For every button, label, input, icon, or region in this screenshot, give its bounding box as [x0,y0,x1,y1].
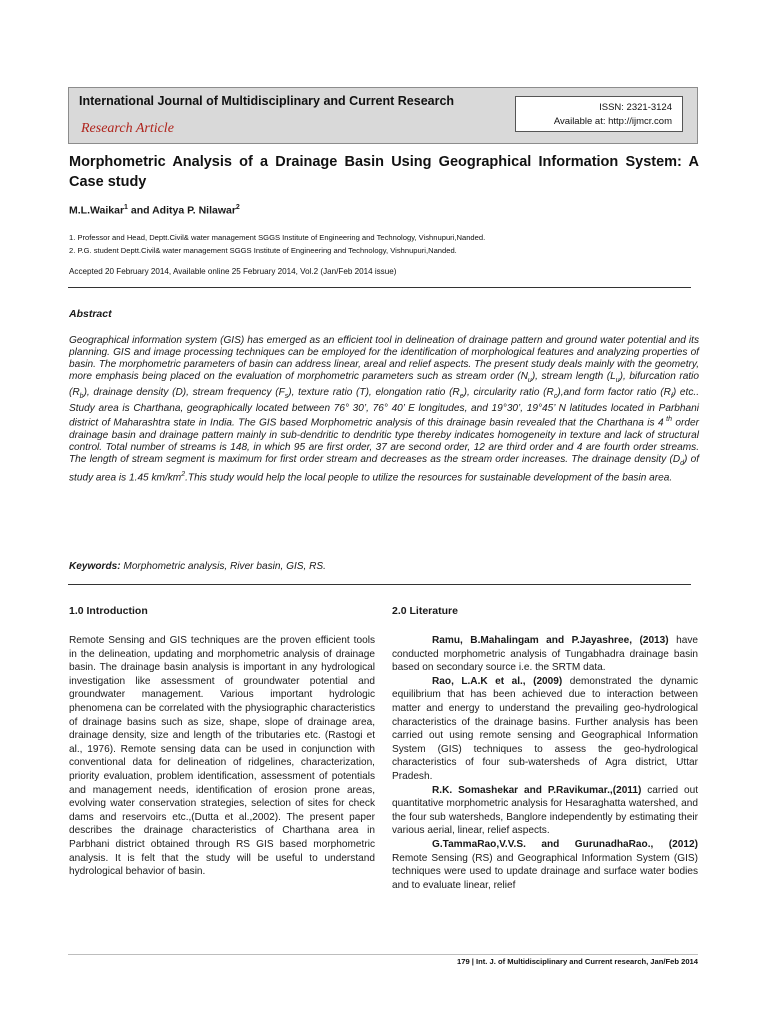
literature-heading: 2.0 Literature [392,605,458,617]
journal-header [68,87,698,144]
abstract-body: Geographical information system (GIS) has emerged as an efficient tool in delineation of drainage pattern and ground water potential and its planning. GIS and image processing techniques can be employed for the identification of morphological features and analyzing properties of basin. The morphometric parameters of basin can address linear, areal and relief aspects. The present study deals mainly with the geometry, more emphasis being placed on the evaluation of morphometric parameters such as stream order $(N_u)$, stream length $(L_u)$, bifurcation ratio $(R_b)$, drainage density (D), stream frequency $(F_s)$, texture ratio (T), elongation ratio $(R_e)$, circularity ratio $(R_c),and$ form factor ratio $(R_f)$ etc.. Study area is Charthana, geographically located between 76° 30’, 76° 40’ E longitudes, and 19°30’, 19°45’ N latitudes located in Parbhani district of Maharashtra state in India. The GIS based Morphometric analysis of this drainage basin revealed that the Charthana is 4 $^{th}$ order drainage basin and drainage pattern mainly in sub-dendritic to dendritic type thereby indicates homogeneity in texture and lack of structural control. Total number of streams is 148, in which 95 are first order, 37 are second order, 12 are third order and 4 are fourth order streams. The length of stream segment is maximum for first order stream and decreases as the stream order increases. The drainage density $(D_d)$ of study area is 1.45 $km/km^2.This$ study would help the local people to utilize the resources for sustainable development of the basin area. [69,335,700,484]
top-divider [68,287,691,288]
author-joiner: and [127,204,153,217]
article-type-label: Research Article [81,121,174,136]
publication-dates: Accepted 20 February 2014, Available online 25 February 2014, Vol.2 (Jan/Feb 2014 issue) [69,267,397,276]
literature-reference: G.TammaRao,V.V.S. and GurunadhaRao., (2012) Remote Sensing (RS) and Geographical Information System (GIS) techniques were used to update drainage and surface water bodies and to evaluate linear, relief [392,838,698,891]
keywords-line [69,561,699,572]
introduction-heading: 1.0 Introduction [69,605,148,617]
issn-box [515,96,683,132]
literature-reference: Ramu, B.Mahalingam and P.Jayashree, (2013) have conducted morphometric analysis of Tungabhadra drainage basin based on secondary source i.e. the SRTM data. [392,635,698,674]
introduction-paragraph: Remote Sensing and GIS techniques are the proven efficient tools in the delineation, updating and morphometric analysis of drainage basin. The drainage basin analysis is important in any hydrological investigation like assessment of groundwater potential and groundwater management. Various important hydrologic phenomena can be correlated with the physiographic characteristics of drainage basins such as size, shape, slope of drainage area, drainage density, size and length of the tributaries etc. (Rastogi et al., 1976). Remote sensing data can be used in conjunction with conventional data for delineation of ridgelines, characterization, priority evaluation, problem identification, assessment of potentials and management needs, identification of erosion prone areas, evolving water conservation strategies, selection of sites for check dams and reservoirs etc.,(Dutta et al.,2002). The present paper describes the drainage characteristics of Charthana area in Parbhani district obtained through RS GIS based morphometric analysis. It is felt that the study will be useful to understand hydrological behavior of basin. [69,635,375,878]
author-2-mark: 2 [235,204,240,211]
issn-number: ISSN: 2321-3124 [599,102,672,113]
introduction-column [69,634,375,879]
journal-url[interactable]: Available at: http://ijmcr.com [553,116,672,127]
keywords-label: Keywords: [69,561,121,572]
affiliation-1: 1. Professor and Head, Deptt.Civil& water management SGGS Institute of Engineering and Technology, Vishnupuri,Nanded. [69,233,486,242]
affiliation-2: 2. P.G. student Deptt.Civil& water management SGGS Institute of Engineering and Technology, Vishnupuri,Nanded. [69,246,457,255]
literature-reference: R.K. Somashekar and P.Ravikumar.,(2011) carried out quantitative morphometric analysis for Hesaraghatta watershed, and the four sub watersheds, Banglore independently by estimating their various aerial, linear, relief aspects. [392,784,698,837]
footer-divider [68,954,698,955]
keywords-text: Morphometric analysis, River basin, GIS, RS. [120,561,326,572]
abstract-heading: Abstract [69,308,112,320]
abstract-divider [68,584,691,585]
author-2: Aditya P. Nilawar [152,204,236,217]
journal-name: International Journal of Multidisciplinary and Current Research [79,94,455,108]
page-footer: 179 | Int. J. of Multidisciplinary and Current research, Jan/Feb 2014 [457,957,698,966]
article-title: Morphometric Analysis of a Drainage Basin Using Geographical Information System: A Case study [69,154,699,190]
author-1: M.L.Waikar [69,204,125,217]
literature-column [392,634,698,892]
author-1-mark: 1 [124,204,128,211]
author-line [69,204,240,217]
literature-reference: Rao, L.A.K et al., (2009) demonstrated the dynamic equilibrium that has been achieved due to interaction between matter and energy to understand the prevailing geo-hydrological characteristics of the drainage basins. Further analysis has been carried out using remote sensing and Geographical Information System (GIS) techniques to assess the geo-hydrological characteristics of four sub-watersheds of Agra district, Uttar Pradesh. [392,675,698,782]
